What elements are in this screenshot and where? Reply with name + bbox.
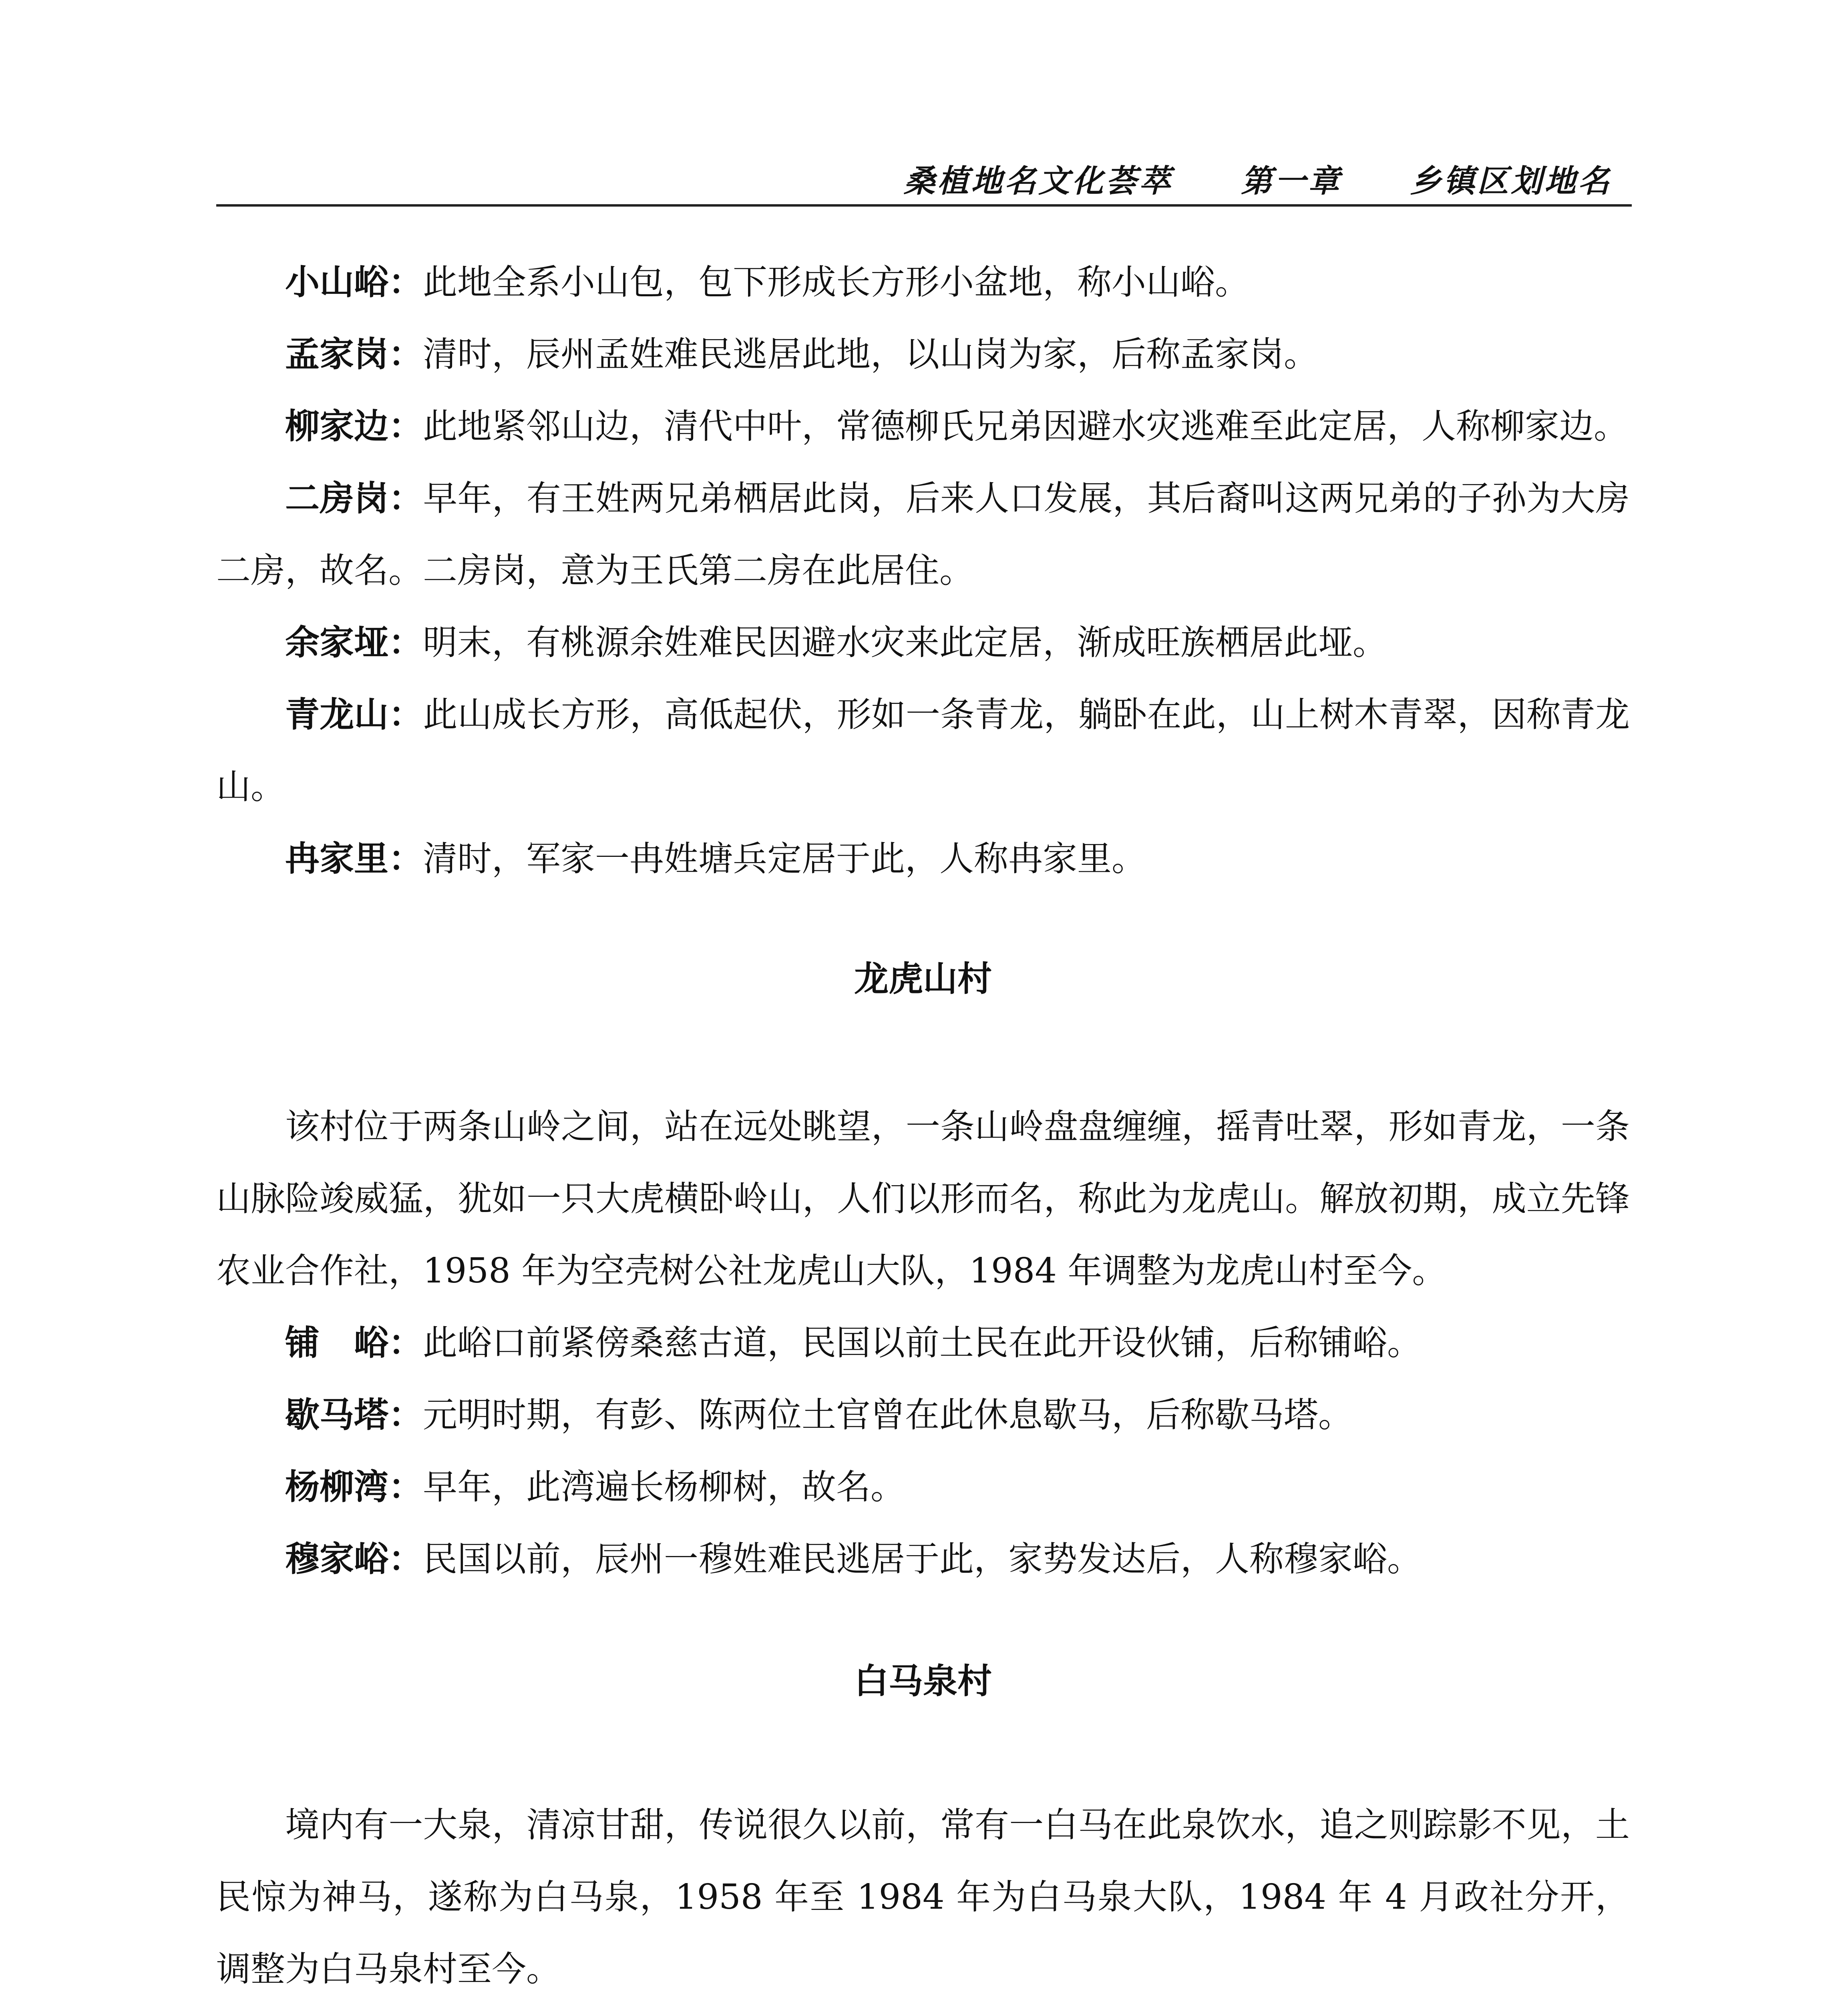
entry-name: 小山峪： (285, 262, 423, 302)
entry (216, 1451, 1630, 1523)
entry-name: 二房岗： (285, 478, 423, 519)
section-label: 乡镇区划地名 (1410, 163, 1612, 199)
entry (216, 1379, 1630, 1451)
entry (216, 1307, 1630, 1379)
entry-text: 此山成长方形，高低起伏，形如一条青龙，躺卧在此，山上树木青翠，因称青龙山。 (216, 695, 1630, 807)
section-intro: 境内有一大泉，清凉甘甜，传说很久以前，常有一白马在此泉饮水，追之则踪影不见，土民惊为神马，遂称为白马泉，1958 年至 1984 年为白马泉大队，1984 年 4 月政社分开，调整为白马泉村至今。 (216, 1805, 1630, 1989)
entry-text: 元明时期，有彭、陈两位土官曾在此休息歇马，后称歇马塔。 (423, 1395, 1353, 1435)
entry-name: 歇马塔： (285, 1395, 423, 1435)
entry-name: 穆家峪： (285, 1539, 423, 1579)
entry (216, 246, 1630, 318)
entry-text: 清时，军家一冉姓塘兵定居于此，人称冉家里。 (423, 839, 1146, 879)
book-title: 桑植地名文化荟萃 (903, 163, 1173, 199)
entry (216, 679, 1630, 823)
entry (216, 318, 1630, 390)
section-title-baimaquan: 白马泉村 (854, 1661, 992, 1701)
running-header (216, 148, 1632, 207)
entry-text: 此地全系小山包，包下形成长方形小盆地，称小山峪。 (423, 262, 1249, 302)
entry-text: 民国以前，辰州一穆姓难民逃居于此，家势发达后，人称穆家峪。 (423, 1539, 1422, 1579)
section-intro: 该村位于两条山岭之间，站在远处眺望，一条山岭盘盘缠缠，摇青吐翠，形如青龙，一条山脉险竣威猛，犹如一只大虎横卧岭山，人们以形而名，称此为龙虎山。解放初期，成立先锋农业合作社，1958 年为空壳树公社龙虎山大队，1984 年调整为龙虎山村至今。 (216, 1107, 1630, 1291)
page-body (216, 246, 1630, 2002)
entry-name: 冉家里： (285, 839, 423, 879)
entry-name: 杨柳湾： (285, 1467, 423, 1507)
entry (216, 390, 1630, 462)
entry-text: 明末，有桃源余姓难民因避水灾来此定居，渐成旺族栖居此垭。 (423, 623, 1387, 663)
section-title-longhushan: 龙虎山村 (854, 959, 992, 999)
entry-name: 铺 峪： (285, 1323, 423, 1363)
entry-text: 此地紧邻山边，清代中叶，常德柳氏兄弟因避水灾逃难至此定居，人称柳家边。 (423, 406, 1628, 446)
entry-text: 清时，辰州孟姓难民逃居此地，以山岗为家，后称孟家岗。 (423, 334, 1318, 374)
entry-text: 早年，有王姓两兄弟栖居此岗，后来人口发展，其后裔叫这两兄弟的子孙为大房二房，故名。二房岗，意为王氏第二房在此居住。 (216, 478, 1630, 591)
chapter-label: 第一章 (1241, 163, 1342, 199)
entry (216, 607, 1630, 679)
running-header-text (904, 156, 1612, 201)
entry (216, 1523, 1630, 1595)
entry-name: 青龙山： (285, 695, 423, 735)
entry-text: 此峪口前紧傍桑慈古道，民国以前土民在此开设伙铺，后称铺峪。 (423, 1323, 1422, 1363)
entry-name: 余家垭： (285, 623, 423, 663)
entry (216, 823, 1630, 895)
entry (216, 462, 1630, 607)
entry-text: 早年，此湾遍长杨柳树，故名。 (423, 1467, 905, 1507)
entry-name: 孟家岗： (285, 334, 423, 374)
entry-name: 柳家边： (285, 406, 423, 446)
